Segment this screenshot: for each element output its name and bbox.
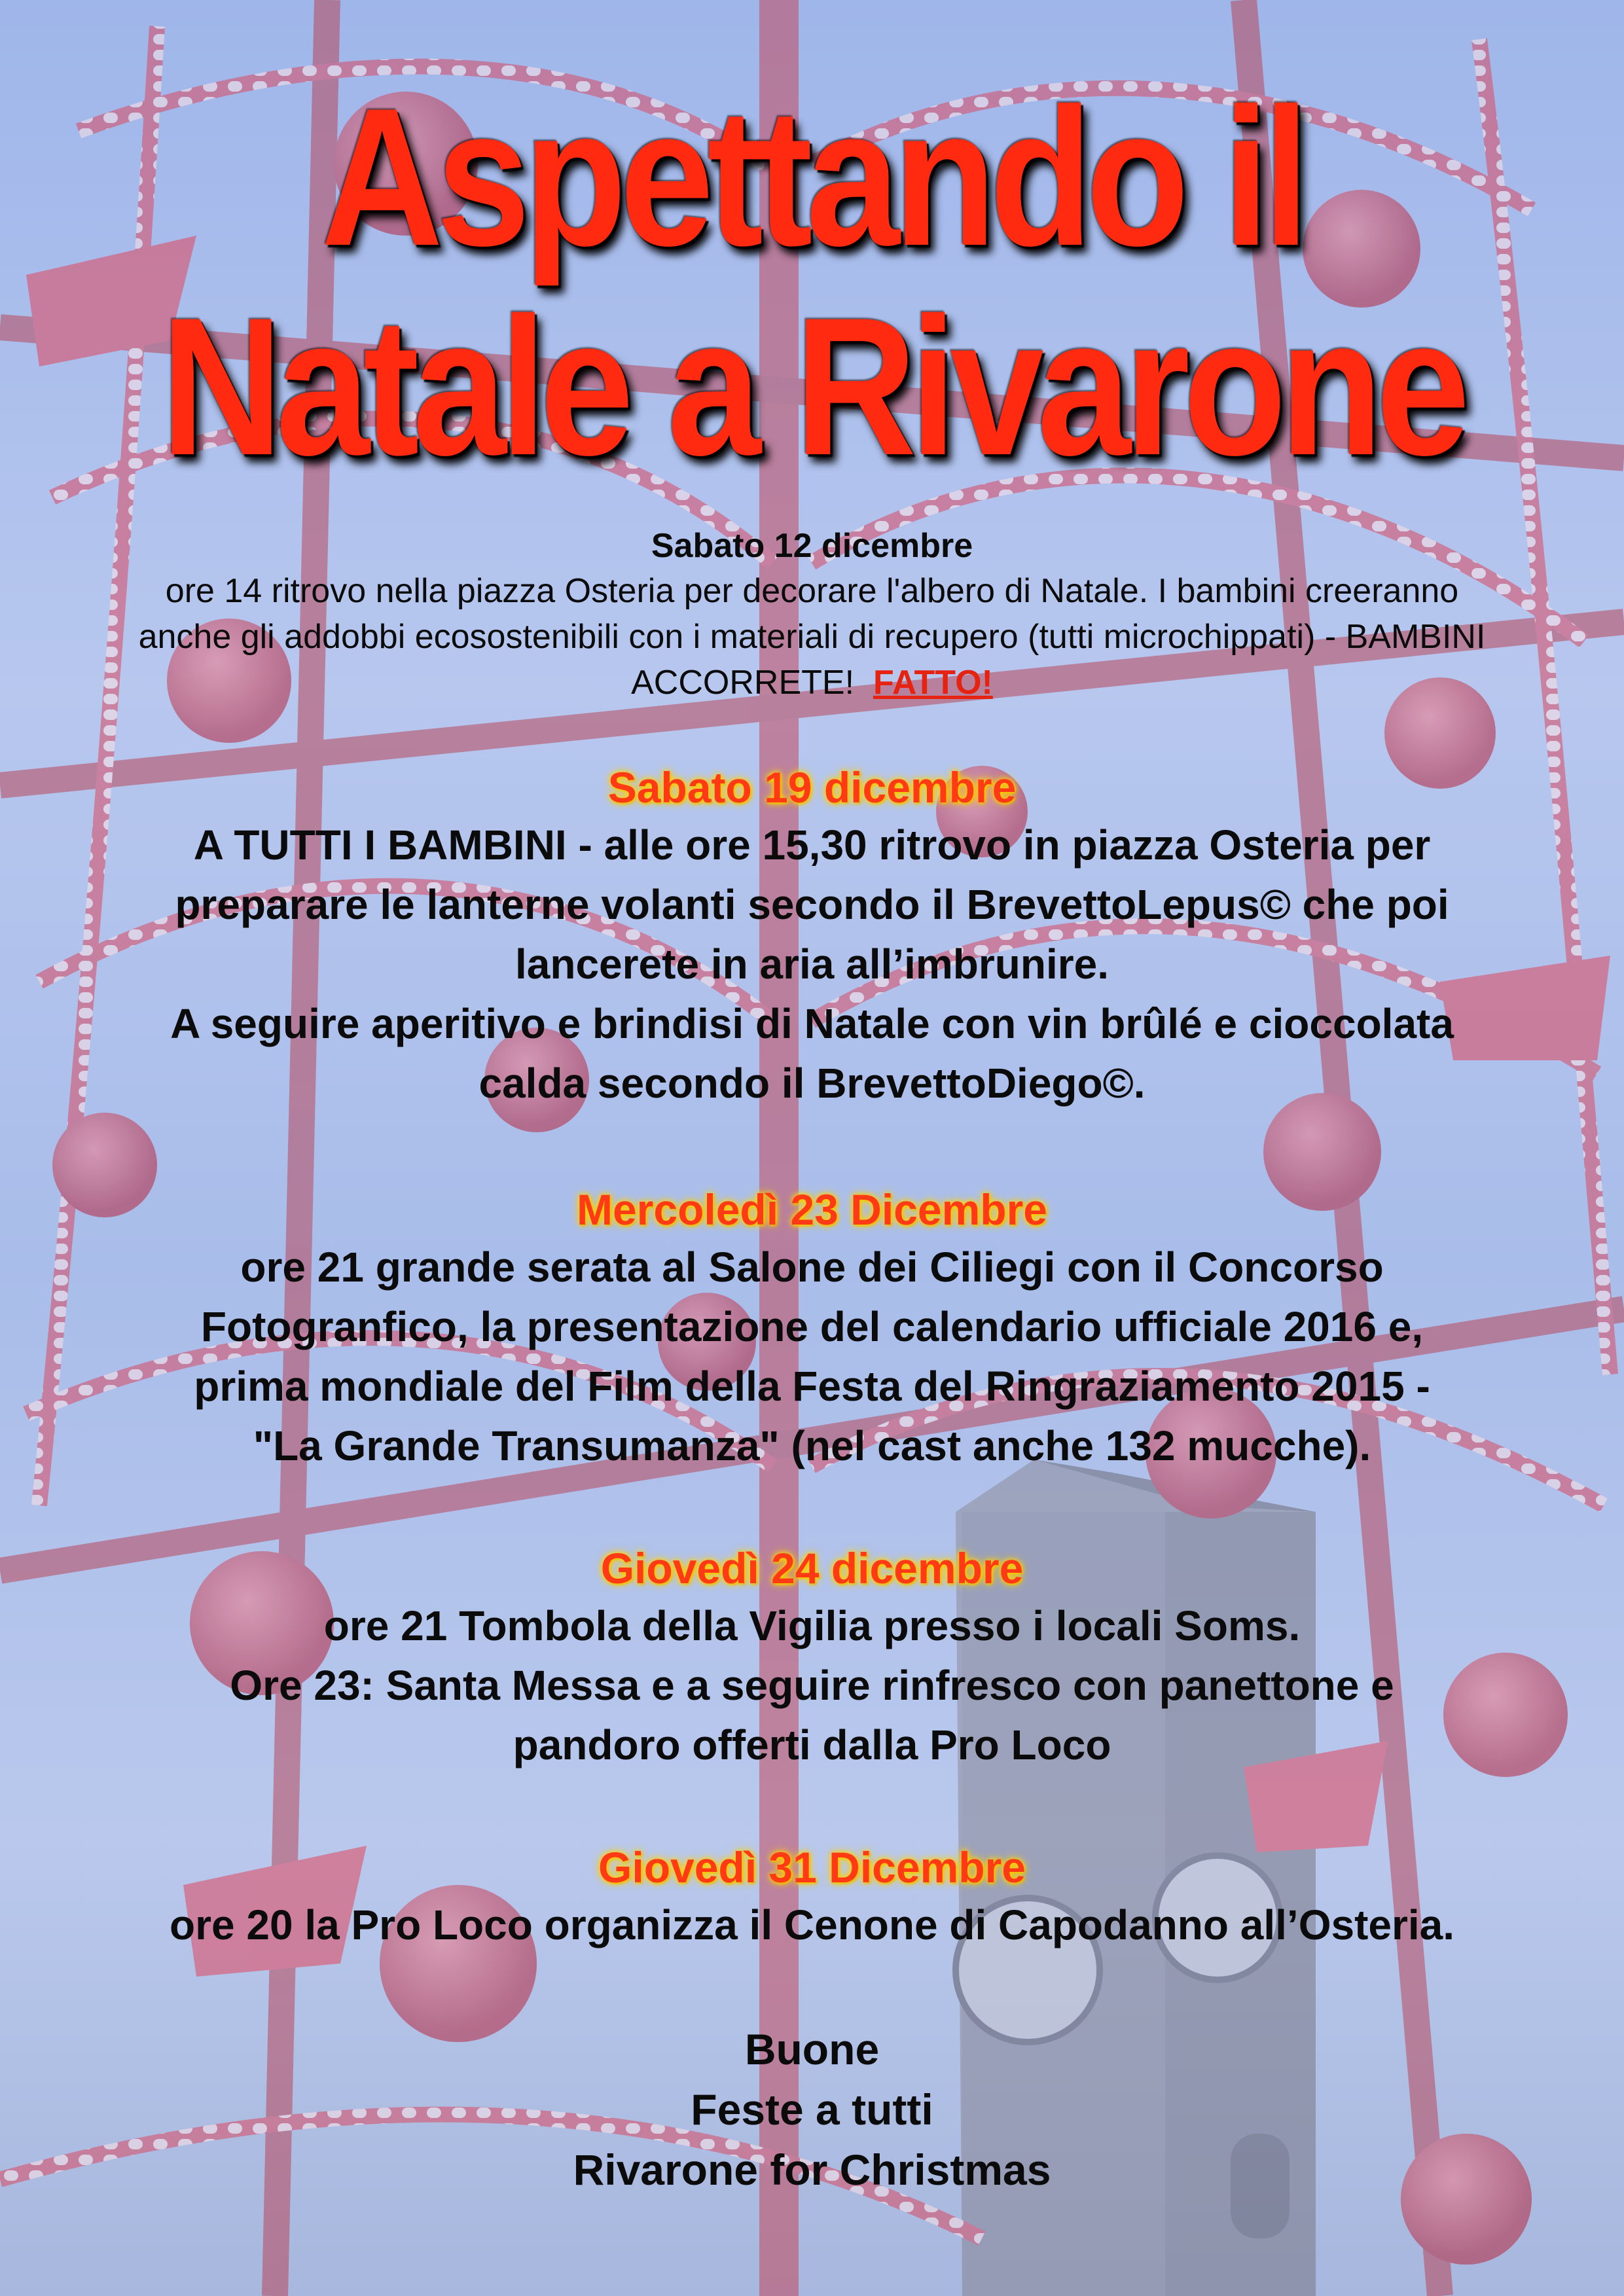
event-heading: Sabato 12 dicembre bbox=[651, 527, 973, 565]
status-badge: FATTO! bbox=[873, 664, 993, 702]
event-text-line: ore 14 ritrovo nella piazza Osteria per decorare l'albero di Natale. I bambini creeranno bbox=[165, 572, 1459, 610]
event-text-line: anche gli addobbi ecosostenibili con i materiali di recupero (tutti microchippati) - BAMBINI bbox=[138, 618, 1486, 656]
event-date-heading: Giovedì 31 Dicembre bbox=[598, 1843, 1026, 1892]
event-text-line: pandoro offerti dalla Pro Loco bbox=[513, 1721, 1111, 1768]
event-dec19 bbox=[39, 759, 1585, 1113]
page-title-line-2: Natale a Rivarone bbox=[160, 276, 1464, 496]
event-text-line: "La Grande Transumanza" (nel cast anche 132 mucche). bbox=[253, 1422, 1371, 1469]
event-date-heading: Mercoledì 23 Dicembre bbox=[577, 1185, 1047, 1234]
event-text-line: A TUTTI I BAMBINI - alle ore 15,30 ritrovo in piazza Osteria per bbox=[193, 821, 1431, 869]
event-text-line: Fotogranfico, la presentazione del calendario ufficiale 2016 e, bbox=[200, 1303, 1424, 1350]
event-text-line bbox=[39, 660, 1585, 706]
event-text-line: A seguire aperitivo e brindisi di Natale con vin brûlé e cioccolata bbox=[170, 1000, 1454, 1047]
event-dec12 bbox=[39, 524, 1585, 706]
event-date-heading: Giovedì 24 dicembre bbox=[600, 1544, 1024, 1592]
event-text-line: calda secondo il BrevettoDiego©. bbox=[478, 1060, 1146, 1107]
event-text-line: ore 21 Tombola della Vigilia presso i locali Soms. bbox=[323, 1602, 1301, 1649]
closing-greeting bbox=[39, 2019, 1585, 2200]
event-text-line: ore 20 la Pro Loco organizza il Cenone di Capodanno all’Osteria. bbox=[169, 1901, 1455, 1948]
event-text-line: lancerete in aria all’imbrunire. bbox=[514, 941, 1110, 988]
event-text-line: preparare le lanterne volanti secondo il BrevettoLepus© che poi bbox=[175, 881, 1449, 928]
closing-line: Feste a tutti bbox=[691, 2085, 933, 2134]
closing-line: Buone bbox=[744, 2025, 880, 2073]
event-date-heading: Sabato 19 dicembre bbox=[607, 763, 1017, 812]
event-text-line: ore 21 grande serata al Salone dei Ciliegi con il Concorso bbox=[240, 1244, 1384, 1291]
event-dec24 bbox=[39, 1540, 1585, 1775]
event-text-line: prima mondiale del Film della Festa del Ringraziamento 2015 - bbox=[194, 1363, 1430, 1410]
event-text-fragment: ACCORRETE! bbox=[631, 664, 855, 702]
event-text-line: Ore 23: Santa Messa e a seguire rinfresco con panettone e bbox=[230, 1662, 1394, 1709]
closing-line: Rivarone for Christmas bbox=[573, 2145, 1051, 2194]
page-title-line-1: Aspettando il bbox=[321, 67, 1303, 287]
event-dec31 bbox=[39, 1839, 1585, 1955]
event-dec23 bbox=[39, 1181, 1585, 1476]
